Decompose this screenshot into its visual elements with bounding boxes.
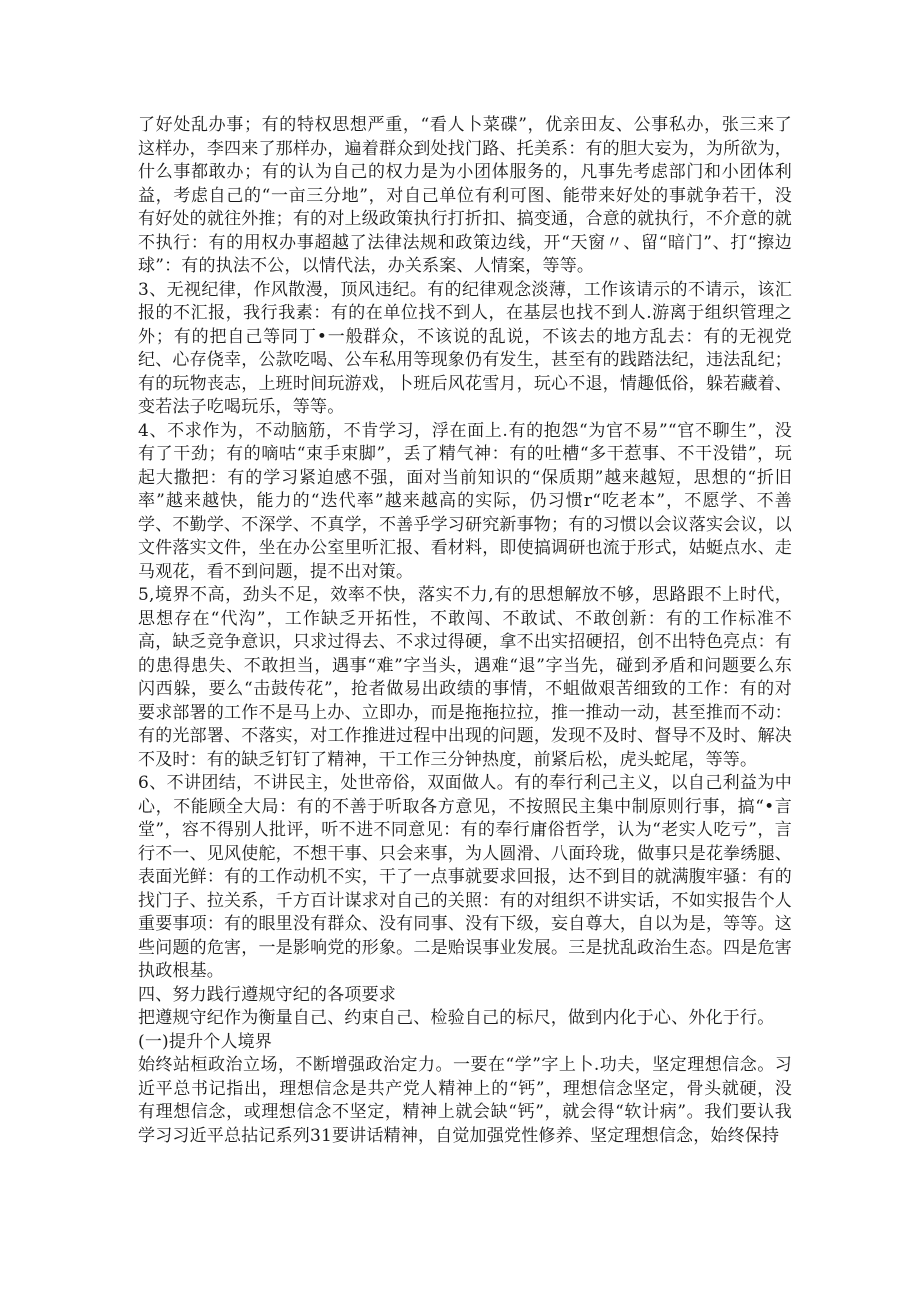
paragraph-6: 把遵规守纪作为衡量自己、约束自己、检验自己的标尺，做到内化于心、外化于行。 — [138, 1008, 775, 1028]
paragraph-1: 了好处乱办事；有的特权思想严重，“看人卜菜碟”，优亲田友、公事私办，张三来了这样办，李四来了那样办，遍着群众到处找门路、托美系：有的胆大妄为，为所欲为，什么事都敢办；有的认为自己的权力是为小团体服务的，凡事先考虑部门和小团体利益，考虑自己的“一亩三分地”，对自己单位有利可图、能带来好处的事就争若干，没有好处的就往外推；有的对上级政策执行打折扣、搞变通，合意的就执行，不介意的就不执行：有的用权办事超越了法律法规和政策边线，开“天窗〃、留“暗门”、打“擦边球”：有的执法不公，以情代法，办关系案、人情案，等等。 — [138, 115, 792, 276]
section-heading-4: 四、努力践行遵规守纪的各项要求 — [138, 984, 396, 1005]
paragraph-5: 6、不讲团结，不讲民主，处世帝俗，双面做人。有的奉行利己主义，以自己利益为中心，不能顾全大局：有的不善于听取各方意见，不按照民主集中制原则行事，搞“•言堂”，容不得别人批评，听不进不同意见：有的奉行庸俗哲学，认为“老实人吃亏”，言行不一、见风使舵，不想干事、只会来事，为人圆滑、八面玲珑，做事只是花拳绣腿、表面光鲜：有的工作动机不实，干了一点事就要求回报，达不到目的就满腹牢骚：有的找门子、拉关系，千方百计谋求对自己的关照：有的对组织不讲实话，不如实报告个人重要事项：有的眼里没有群众、没有同事、没有下级，妄自尊大，自以为是，等等。这些问题的危害，一是影响党的形象。二是贻误事业发展。三是扰乱政治生态。四是危害执政根基。 — [138, 773, 792, 981]
document-body — [138, 114, 792, 1148]
paragraph-7: 始终站桓政治立场，不断增强政治定力。一要在“学”字上卜.功夫，坚定理想信念。习近平总书记指出，理想信念是共产党人精神上的“钙”，理想信念坚定，骨头就硬，没有理想信念，或理想信念不坚定，精神上就会缺“钙”，就会得“软计病”。我们要认我学习习近平总拈记系列31要讲话精神，自觉加强党性修养、坚定理想信念，始终保持 — [138, 1055, 792, 1146]
paragraph-2: 3、无视纪律，作风散漫，顶风违纪。有的纪律观念淡薄，工作该请示的不请示，该汇报的不汇报，我行我素：有的在单位找不到人，在基层也找不到人.游离于组织管理之外；有的把自己等同丁•一般群众，不该说的乱说，不该去的地方乱去：有的无视党纪、心存侥幸，公款吃喝、公车私用等现象仍有发生，甚至有的践踏法纪，违法乱纪；有的玩物丧志，上班时间玩游戏，卜班后风花雪月，玩心不退，情趣低俗，躲若藏着、变若法子吃喝玩乐，等等。 — [138, 279, 792, 417]
paragraph-4: 5,境界不高，劲头不足，效率不快，落实不力,有的思想解放不够，思路跟不上时代，思想存在“代沟”，工作缺乏开拓性，不敢闯、不敢试、不敢创新：有的工作标准不高，缺乏竞争意识，只求过得去、不求过得硬，拿不出实招硬招，创不出特色亮点：有的患得患失、不敢担当，遇事“难”字当头，遇难“退”字当先，碰到矛盾和问题要么东闪西躲，要么“击鼓传花”，抢者做易出政绩的事情，不蛆做艰苦细致的工作：有的对要求部署的工作不是马上办、立即办，而是拖拖拉拉，推一推动一动，甚至推而不动：有的光部署、不落实，对工作推进过程中出现的问题，发现不及时、督导不及时、解决不及时：有的缺乏钉钉了精神，干工作三分钟热度，前紧后松，虎头蛇尾，等等。 — [138, 585, 792, 770]
subsection-heading-1: (一)提升个人境界 — [138, 1031, 273, 1052]
paragraph-3: 4、不求作为，不动脑筋，不肯学习，浮在面上.有的抱怨“为官不易”“官不聊生”，没有了干劲；有的嘀咕“束手束脚”，丢了精气神：有的吐槽“多干惹事、不干没错”，玩起大撒把：有的学习紧迫感不强，面对当前知识的“保质期”越来越短，思想的“折旧率”越来越快，能力的“迭代率”越来越高的实际，仍习惯r“吃老本”，不愿学、不善学、不勤学、不深学、不真学，不善乎学习研究新事物；有的习惯以会议落实会议，以文件落实文件，坐在办公室里听汇报、看材料，即使搞调研也流于形式，姑蜓点水、走马观花，看不到问题，提不出对策。 — [138, 420, 792, 582]
